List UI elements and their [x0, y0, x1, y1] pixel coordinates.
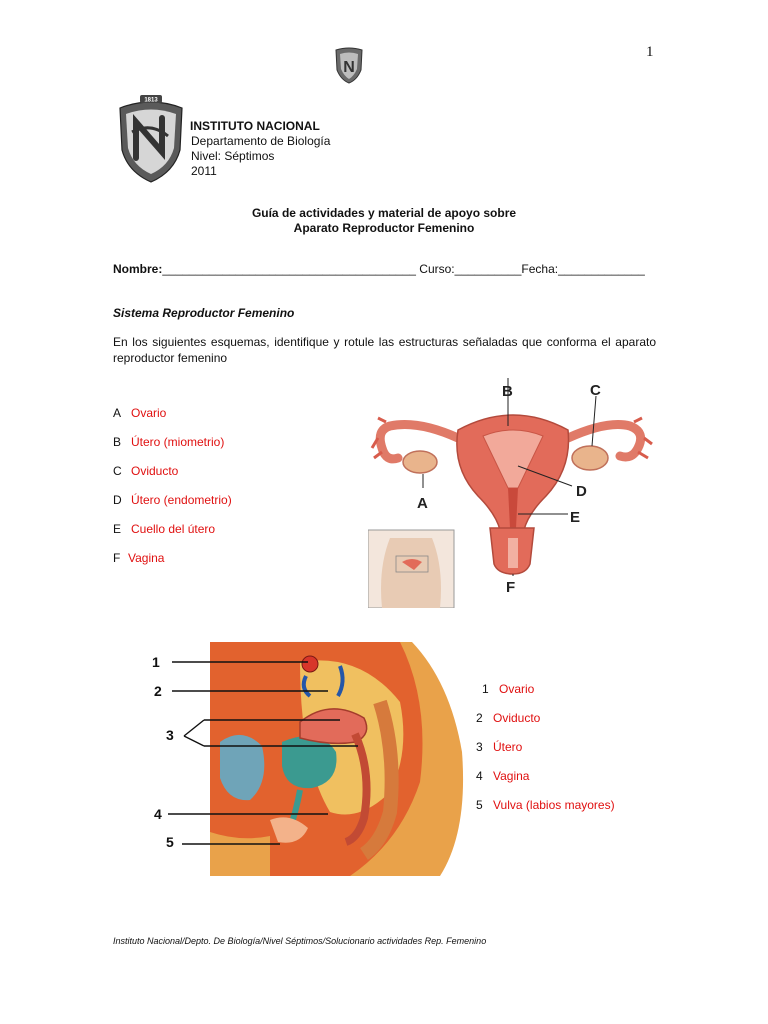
diagram1-letter-a: A	[417, 495, 428, 512]
answer-number: 5	[476, 798, 483, 812]
answer-number: 4	[476, 769, 483, 783]
title-line-1: Guía de actividades y material de apoyo sobre	[251, 206, 517, 220]
title-line-2: Aparato Reproductor Femenino	[293, 221, 475, 235]
answer-letter: F	[113, 551, 121, 565]
answer-row-2	[476, 711, 615, 740]
diagram1-letter-e: E	[570, 509, 581, 526]
diagram1-letter-f: F	[506, 579, 516, 596]
answer-text: Vulva (labios mayores)	[493, 798, 615, 812]
crest-logo-small	[333, 46, 365, 84]
department-name: Departamento de Biología	[191, 134, 331, 148]
course-field[interactable]: __________	[454, 262, 522, 276]
diagram1-letter-d: D	[576, 483, 587, 500]
diagram2-number-5: 5	[166, 834, 174, 850]
name-label: Nombre:	[113, 262, 163, 276]
ovary-right	[572, 446, 608, 470]
answer-letter: C	[113, 464, 122, 478]
answer-row-e	[113, 522, 232, 551]
crest-year: 1813	[144, 97, 158, 104]
answer-number: 1	[482, 682, 489, 696]
diagram1-letter-b: B	[502, 383, 513, 400]
year-text: 2011	[191, 164, 217, 178]
answer-text: Oviducto	[131, 464, 179, 478]
answer-number: 2	[476, 711, 483, 725]
ovary-left	[403, 451, 437, 473]
document-title	[0, 206, 768, 236]
course-label: Curso:	[415, 262, 455, 276]
instructions-paragraph: En los siguientes esquemas, identifique y rotule las estructuras señaladas que conforma el aparato reproductor femenino	[113, 335, 656, 365]
level-text: Nivel: Séptimos	[191, 149, 275, 163]
ovary-sagittal	[302, 656, 318, 672]
date-field[interactable]: _____________	[558, 262, 645, 276]
answer-row-1	[476, 682, 615, 711]
svg-text:N: N	[343, 59, 355, 76]
institution-name: INSTITUTO NACIONAL	[190, 119, 320, 133]
date-label: Fecha:	[521, 262, 559, 276]
name-field[interactable]: ______________________________________	[162, 262, 416, 276]
answer-text: Cuello del útero	[131, 522, 216, 536]
uterus-frontal-diagram	[368, 378, 668, 608]
answer-letter: E	[113, 522, 122, 536]
answer-number: 3	[476, 740, 483, 754]
diagram2-number-1: 1	[152, 654, 160, 670]
answer-text: Oviducto	[493, 711, 541, 725]
answer-row-4	[476, 769, 615, 798]
answer-letter: B	[113, 435, 122, 449]
answer-text: Vagina	[493, 769, 530, 783]
page-footer: Instituto Nacional/Depto. De Biología/Nivel Séptimos/Solucionario actividades Rep. Femenino	[113, 936, 487, 946]
answer-text: Útero (endometrio)	[131, 493, 232, 507]
student-form-line	[113, 262, 645, 276]
answer-text: Ovario	[131, 406, 167, 420]
answer-letter: A	[113, 406, 122, 420]
diagram2-number-3: 3	[166, 727, 174, 743]
diagram2-number-2: 2	[154, 683, 162, 699]
header-block	[190, 119, 330, 179]
answer-text: Útero	[493, 740, 523, 754]
answer-row-f	[113, 551, 232, 580]
answer-row-c	[113, 464, 232, 493]
answer-row-3	[476, 740, 615, 769]
sagittal-section-diagram	[150, 642, 468, 876]
answer-row-b	[113, 435, 232, 464]
answer-text: Ovario	[499, 682, 535, 696]
answer-row-5	[476, 798, 615, 827]
diagram2-number-4: 4	[154, 806, 162, 822]
diagram2-answer-list	[476, 682, 615, 827]
answer-row-a	[113, 406, 232, 435]
answer-text: Vagina	[128, 551, 165, 565]
diagram1-answer-list	[113, 406, 232, 580]
answer-text: Útero (miometrio)	[131, 435, 225, 449]
diagram1-letter-c: C	[590, 382, 601, 399]
answer-row-d	[113, 493, 232, 522]
crest-logo	[116, 92, 186, 184]
section-title: Sistema Reproductor Femenino	[113, 306, 295, 320]
page-number: 1	[646, 44, 654, 60]
body-location-thumbnail	[368, 530, 454, 608]
answer-letter: D	[113, 493, 122, 507]
